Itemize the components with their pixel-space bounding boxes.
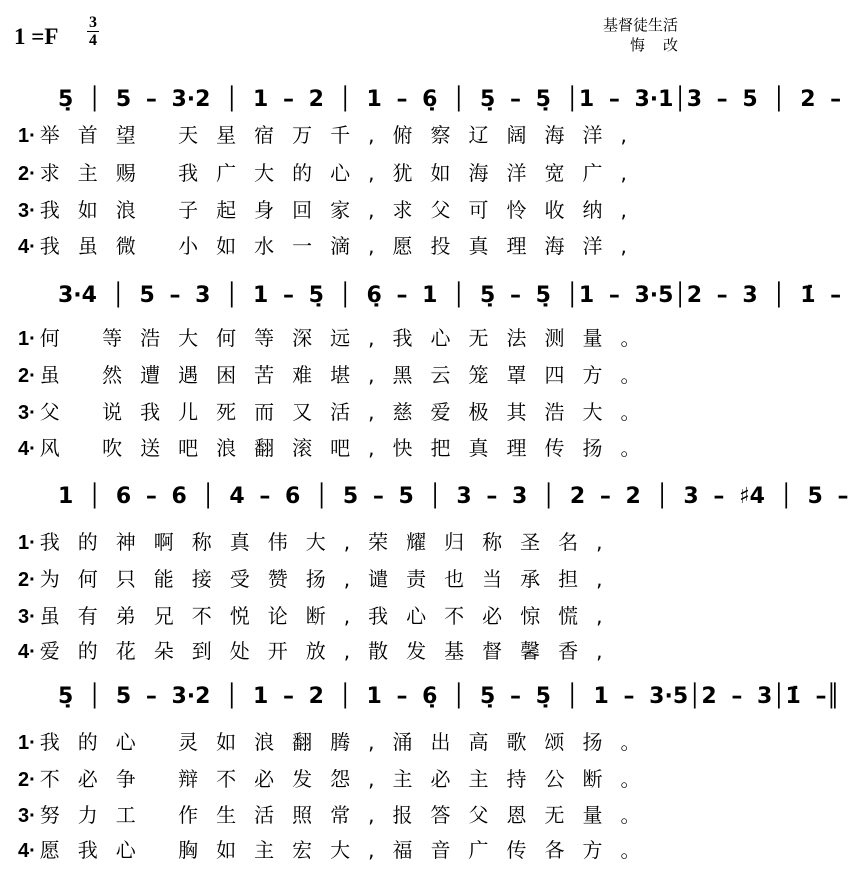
lyric-line xyxy=(18,803,659,828)
lyric-line xyxy=(18,198,645,223)
lyric-line xyxy=(18,767,659,792)
lyric-text: 何 等浩大何等深远,我心无法测量。 xyxy=(39,326,659,350)
verse-number: 2· xyxy=(18,365,36,387)
lyric-line xyxy=(18,530,621,555)
verse-number: 2· xyxy=(18,163,36,185)
lyric-text: 我的心 灵如浪翻腾,涌出高歌颂扬。 xyxy=(39,730,659,754)
lyric-line xyxy=(18,326,659,351)
lyric-line xyxy=(18,234,645,259)
lyric-line xyxy=(18,123,645,148)
notation-line: 5̣ │ 5 – 3·2 │ 1 – 2 │ 1 – 6̣ │ 5̣ – 5̣ │1 – 3·1│3 – 5 │ 2 – xyxy=(58,87,842,112)
lyric-text: 虽 然遭遇困苦难堪,黑云笼罩四方。 xyxy=(39,363,659,387)
lyric-line xyxy=(18,604,621,629)
lyric-text: 父 说我儿死而又活,慈爱极其浩大。 xyxy=(39,400,659,424)
verse-number: 4· xyxy=(18,236,36,258)
lyric-text: 愿我心 胸如主宏大,福音广传各方。 xyxy=(39,838,659,862)
lyric-line xyxy=(18,838,659,863)
lyric-text: 求主赐 我广大的心,犹如海洋宽广, xyxy=(39,161,645,185)
lyric-line xyxy=(18,639,621,664)
verse-number: 1· xyxy=(18,732,36,754)
lyric-line xyxy=(18,363,659,388)
lyric-text: 举首望 天星宿万千,俯察辽阔海洋, xyxy=(39,123,645,147)
notation-line: 5̣ │ 5 – 3·2 │ 1 – 2 │ 1 – 6̣ │ 5̣ – 5̣ │ 1 – 3·5│2 – 3│1̇ –║ xyxy=(58,684,840,709)
lyric-text: 虽有弟兄不悦论断,我心不必惊慌, xyxy=(39,604,621,628)
verse-number: 1· xyxy=(18,532,36,554)
verse-number: 2· xyxy=(18,569,36,591)
lyric-text: 我虽微 小如水一滴,愿投真理海洋, xyxy=(39,234,645,258)
time-signature xyxy=(86,14,100,49)
meter-bottom: 4 xyxy=(89,32,97,49)
lyric-line xyxy=(18,567,621,592)
lyric-text: 为何只能接受赞扬,谴责也当承担, xyxy=(39,567,621,591)
lyric-text: 风 吹送吧浪翻滚吧,快把真理传扬。 xyxy=(39,436,659,460)
lyric-text: 不必争 辩不必发怨,主必主持公断。 xyxy=(39,767,659,791)
lyric-text: 爱的花朵到处开放,散发基督馨香, xyxy=(39,639,621,663)
lyric-text: 我的神啊称真伟大,荣耀归称圣名, xyxy=(39,530,621,554)
lyric-text: 努力工 作生活照常,报答父恩无量。 xyxy=(39,803,659,827)
verse-number: 1· xyxy=(18,328,36,350)
credit-source: 基督徒生活 xyxy=(602,16,678,34)
lyric-line xyxy=(18,730,659,755)
verse-number: 3· xyxy=(18,200,36,222)
meter-top: 3 xyxy=(89,14,97,31)
lyric-line xyxy=(18,161,645,186)
verse-number: 3· xyxy=(18,402,36,424)
notation-line: 3·4 │ 5 – 3 │ 1 – 5̣ │ 6̣ – 1 │ 5̣ – 5̣ │1 – 3·5│2 – 3 │ 1̇ – xyxy=(58,283,842,308)
verse-number: 2· xyxy=(18,769,36,791)
key-signature: 1 =F xyxy=(14,24,59,49)
lyric-text: 我如浪 子起身回家,求父可怜收纳, xyxy=(39,198,645,222)
verse-number: 4· xyxy=(18,840,36,862)
notation-line: 1 │ 6 – 6 │ 4 – 6 │ 5 – 5 │ 3 – 3 │ 2 – 2 │ 3 – ♯4 │ 5 – xyxy=(58,484,848,509)
verse-number: 4· xyxy=(18,438,36,460)
verse-number: 3· xyxy=(18,805,36,827)
verse-number: 1· xyxy=(18,125,36,147)
lyric-line xyxy=(18,436,659,461)
verse-number: 3· xyxy=(18,606,36,628)
lyric-line xyxy=(18,400,659,425)
verse-number: 4· xyxy=(18,641,36,663)
credit-note: 悔改 xyxy=(629,36,696,54)
